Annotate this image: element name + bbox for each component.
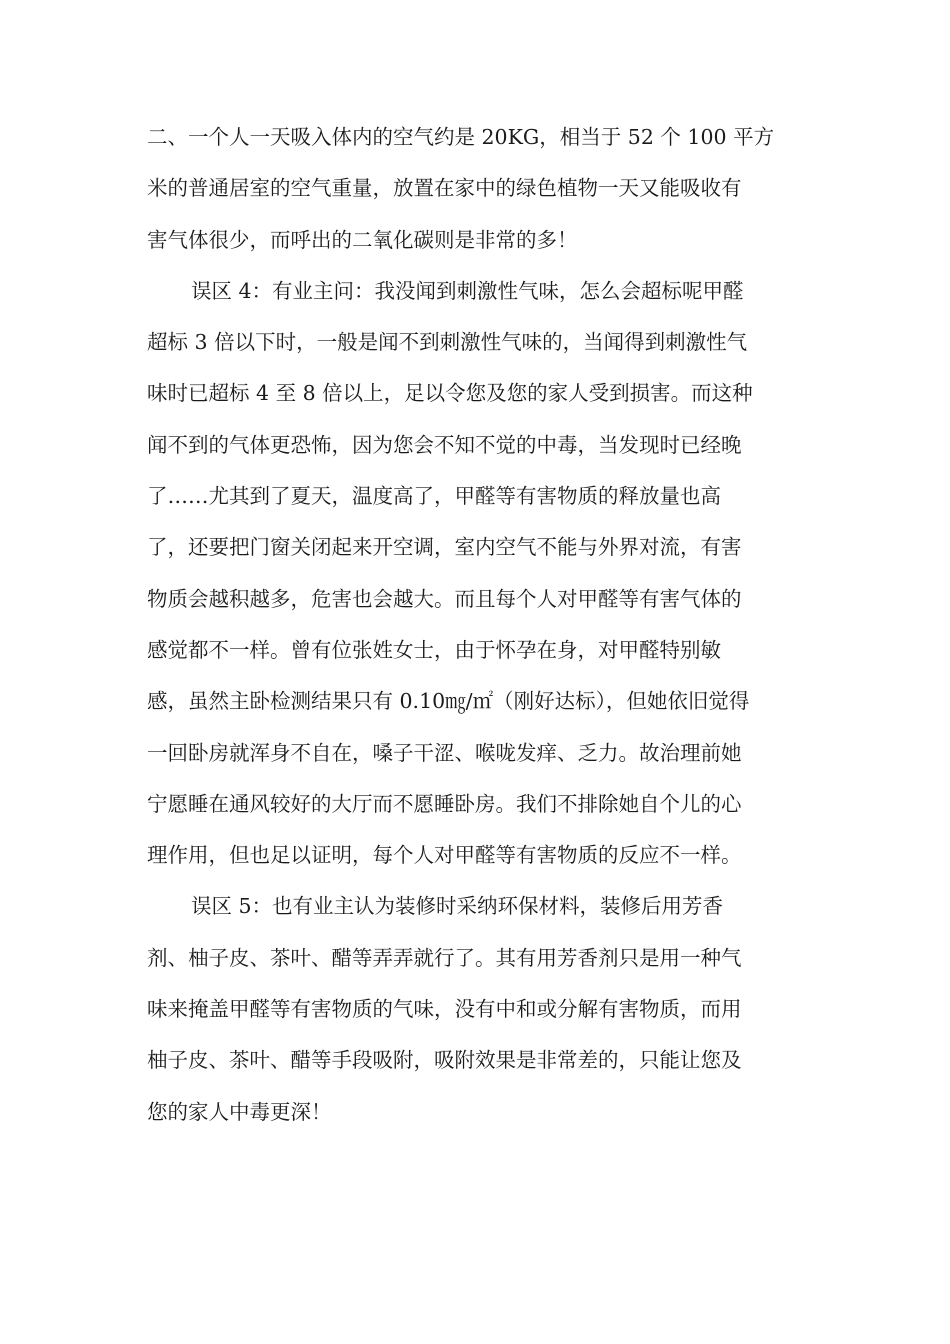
text-line: 闻不到的气体更恐怖，因为您会不知不觉的中毒，当发现时已经晚 [147, 432, 742, 457]
text-line: 宁愿睡在通风较好的大厅而不愿睡卧房。我们不排除她自个儿的心 [147, 791, 742, 816]
text-line: 柚子皮、茶叶、醋等手段吸附，吸附效果是非常差的，只能让您及 [147, 1048, 742, 1073]
text-line: 理作用，但也足以证明，每个人对甲醛等有害物质的反应不一样。 [147, 843, 742, 868]
text-line: 二、一个人一天吸入体内的空气约是 20KG，相当于 52 个 100 平方 [147, 125, 775, 149]
text-line: 剂、柚子皮、茶叶、醋等弄弄就行了。其有用芳香剂只是用一种气 [147, 945, 742, 970]
paragraph-heading-line: 误区 5：也有业主认为装修时采纳环保材料，装修后用芳香 [191, 894, 724, 919]
text-line: 您的家人中毒更深！ [147, 1099, 332, 1124]
text-line: 了……尤其到了夏天，温度高了，甲醛等有害物质的释放量也高 [147, 484, 721, 509]
text-line: 了，还要把门窗关闭起来开空调，室内空气不能与外界对流，有害 [147, 535, 742, 560]
text-line: 味时已超标 4 至 8 倍以上，足以令您及您的家人受到损害。而这种 [147, 381, 753, 406]
body-text [147, 112, 803, 1138]
text-line: 一回卧房就浑身不自在，嗓子干涩、喉咙发痒、乏力。故治理前她 [147, 740, 742, 765]
text-line: 味来掩盖甲醛等有害物质的气味，没有中和或分解有害物质，而用 [147, 997, 742, 1022]
text-line: 物质会越积越多，危害也会越大。而且每个人对甲醛等有害气体的 [147, 586, 742, 611]
text-line: 感觉都不一样。曾有位张姓女士，由于怀孕在身，对甲醛特别敏 [147, 637, 721, 662]
text-line: 超标 3 倍以下时，一般是闻不到刺激性气味的，当闻得到刺激性气 [147, 330, 748, 355]
text-line: 米的普通居室的空气重量，放置在家中的绿色植物一天又能吸收有 [147, 176, 742, 201]
text-line: 害气体很少，而呼出的二氧化碳则是非常的多！ [147, 227, 578, 252]
text-line: 感，虽然主卧检测结果只有 0.10㎎/㎡（刚好达标），但她依旧觉得 [147, 689, 750, 714]
paragraph-heading-line: 误区 4：有业主问：我没闻到刺激性气味，怎么会超标呢甲醛 [191, 278, 744, 303]
